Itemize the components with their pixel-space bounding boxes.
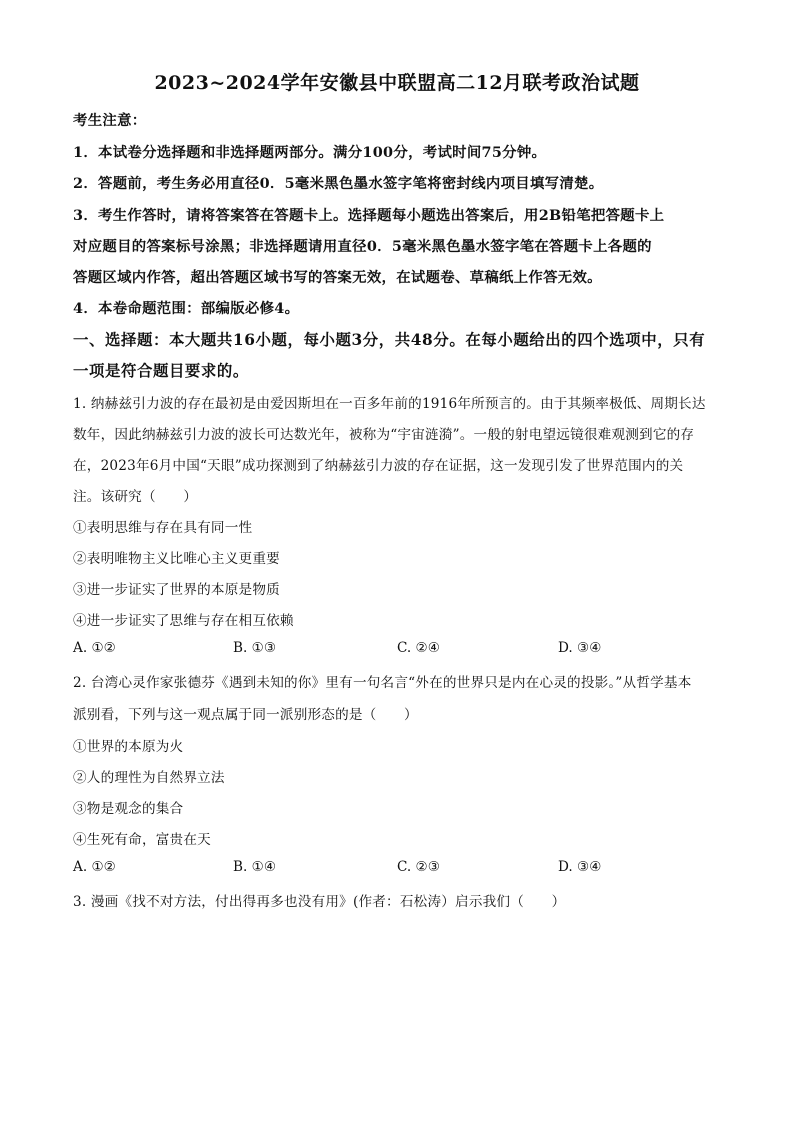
question-stem: 注。该研究（ ） [73,489,198,505]
option-a[interactable]: A. ①② [73,859,116,875]
option-a[interactable]: A. ①② [73,640,116,656]
question-stem: 派别看，下列与这一观点属于同一派别形态的是（ ） [73,707,418,723]
notice-item: 1．本试卷分选择题和非选择题两部分。满分100分，考试时间75分钟。 [73,144,547,161]
statement-2: ②人的理性为自然界立法 [73,770,225,786]
notice-item: 3．考生作答时，请将答案答在答题卡上。选择题每小题选出答案后，用2B铅笔把答题卡上 [73,207,665,224]
page-title: 2023~2024学年安徽县中联盟高二12月联考政治试题 [154,72,640,94]
statement-4: ④生死有命，富贵在天 [73,832,211,848]
notice-item: 答题区域内作答，超出答题区域书写的答案无效，在试题卷、草稿纸上作答无效。 [73,269,602,286]
statement-1: ①世界的本原为火 [73,739,184,755]
notice-item: 对应题目的答案标号涂黑；非选择题请用直径0．5毫米黑色墨水签字笔在答题卡上各题的 [73,238,652,255]
section-heading: 一项是符合题目要求的。 [73,362,249,380]
statement-4: ④进一步证实了思维与存在相互依赖 [73,613,294,629]
question-stem: 在，2023年6月中国“天眼”成功探测到了纳赫兹引力波的存在证据，这一发现引发了世界范围内的关 [73,458,684,474]
notice-item: 4．本卷命题范围：部编版必修4。 [73,300,300,317]
option-d[interactable]: D. ③④ [558,859,602,875]
section-heading: 一、选择题：本大题共16小题，每小题3分，共48分。在每小题给出的四个选项中，只有 [73,331,706,349]
question-stem: 1. 纳赫兹引力波的存在最初是由爱因斯坦在一百多年前的1916年所预言的。由于其频率极低、周期长达 [73,396,706,412]
statement-2: ②表明唯物主义比唯心主义更重要 [73,551,280,567]
option-c[interactable]: C. ②③ [397,859,440,875]
option-c[interactable]: C. ②④ [397,640,440,656]
option-d[interactable]: D. ③④ [558,640,602,656]
question-stem: 3. 漫画《找不对方法，付出得再多也没有用》(作者：石松涛）启示我们（ ） [73,894,566,910]
notice-item: 2．答题前，考生务必用直径0．5毫米黑色墨水签字笔将密封线内项目填写清楚。 [73,175,604,192]
option-b[interactable]: B. ①④ [233,859,277,875]
statement-3: ③进一步证实了世界的本原是物质 [73,582,280,598]
question-stem: 2. 台湾心灵作家张德芬《遇到未知的你》里有一句名言“外在的世界只是内在心灵的投影。”从哲学基本 [73,675,692,691]
notice-heading: 考生注意： [73,112,147,129]
statement-1: ①表明思维与存在具有同一性 [73,520,253,536]
statement-3: ③物是观念的集合 [73,801,184,817]
question-stem: 数年，因此纳赫兹引力波的波长可达数光年，被称为“宇宙涟漪”。一般的射电望远镜很难观测到它的存 [73,427,695,443]
option-b[interactable]: B. ①③ [233,640,277,656]
